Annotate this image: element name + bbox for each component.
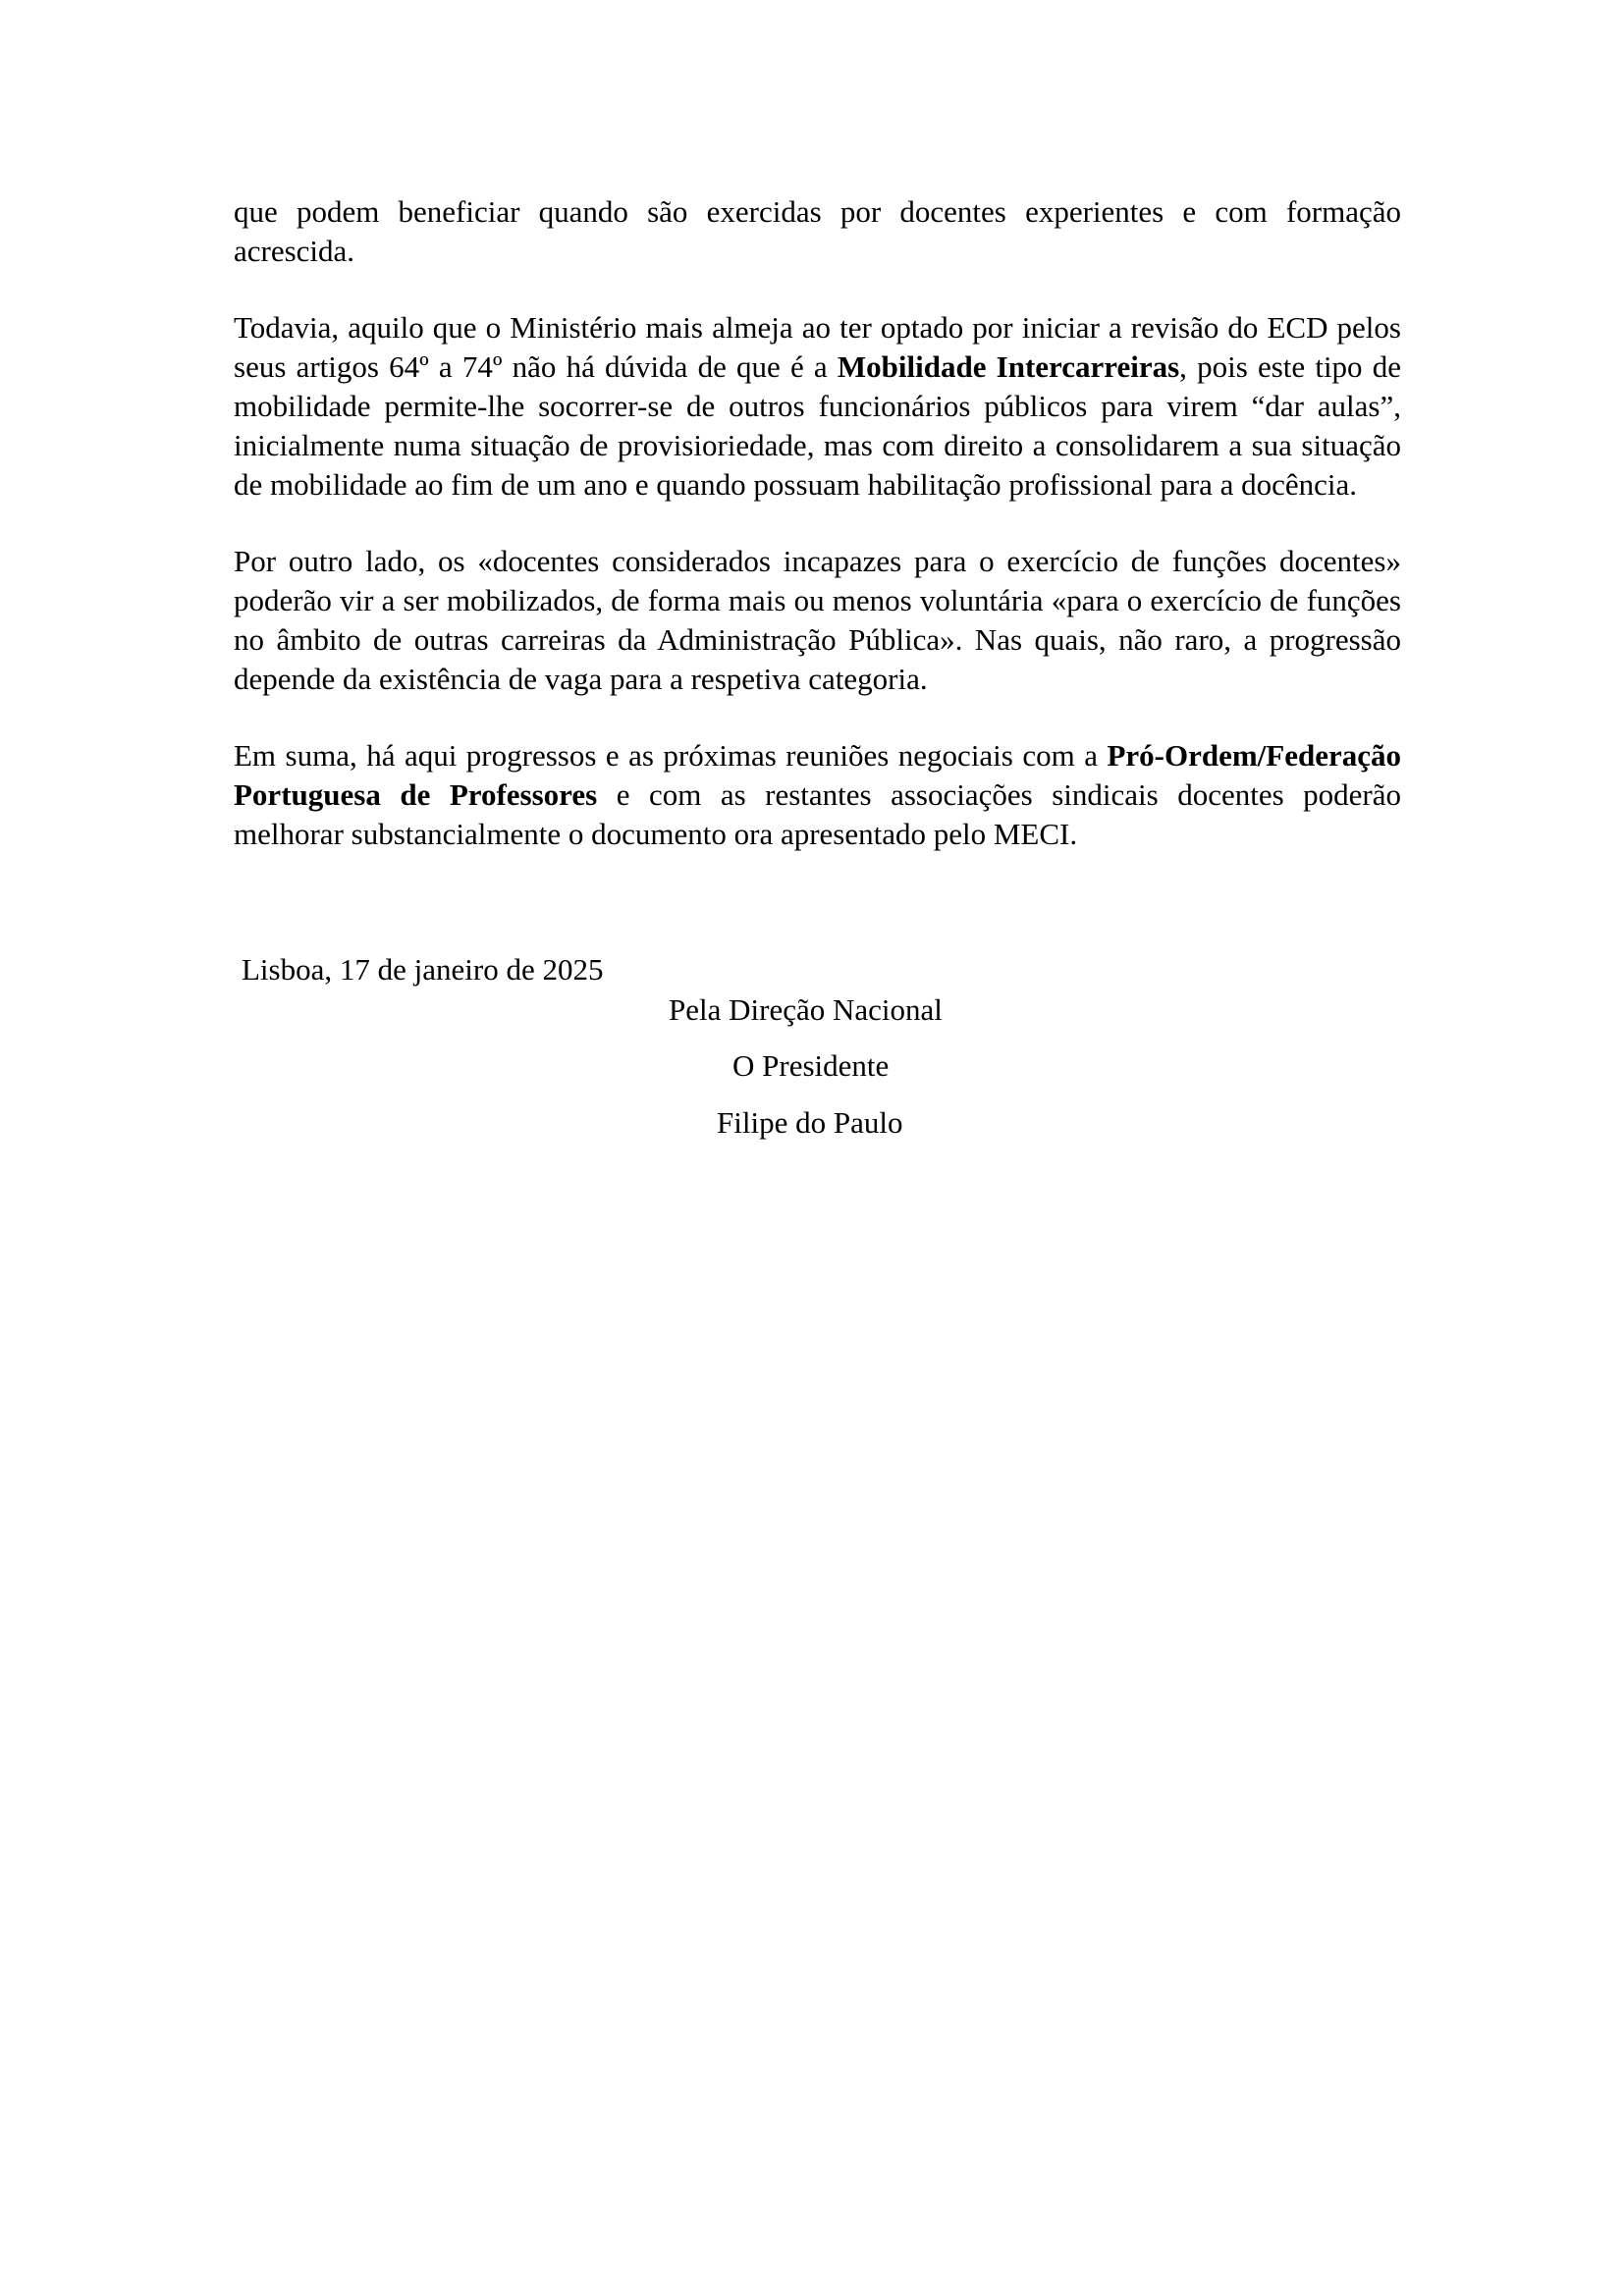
paragraph-4 xyxy=(234,736,1401,854)
paragraph-2 xyxy=(234,308,1401,505)
bold-term-pro-ordem: Pró-Ordem/Federação Portuguesa de Professores xyxy=(234,738,1401,812)
bold-term-mobilidade-intercarreiras: Mobilidade Intercarreiras xyxy=(837,349,1180,384)
paragraph-1 xyxy=(234,192,1401,271)
paragraph-1-text: que podem beneficiar quando são exercidas por docentes experientes e com formação acrescida. xyxy=(234,194,1401,268)
paragraph-4-text-b: e com as restantes associações sindicais docentes poderão melhorar substancialmente o documento ora apresentado pelo MECI. xyxy=(234,777,1401,851)
letter-body xyxy=(234,192,1401,891)
paragraph-4-text-a: Em suma, há aqui progressos e as próximas reuniões negociais com a xyxy=(234,738,1108,773)
date-block xyxy=(242,950,1125,989)
signature-nome: Filipe do Paulo xyxy=(717,1105,903,1140)
paragraph-2-text-a: Todavia, aquilo que o Ministério mais almeja ao ter optado por iniciar a revisão do ECD pelos seus artigos 64º a 74º não há dúvida de que é a xyxy=(234,310,1401,384)
date-line: Lisboa, 17 de janeiro de 2025 xyxy=(242,952,604,987)
paragraph-3-text: Por outro lado, os «docentes considerados incapazes para o exercício de funções docentes» poderão vir a ser mobilizados, de forma mais ou menos voluntária «para o exercício de funções no âmbito de outras carreiras da Administração Pública». Nas quais, não raro, a progressão depende da existência de vaga para a respetiva categoria. xyxy=(234,544,1401,696)
signature-direcao: Pela Direção Nacional xyxy=(669,992,943,1027)
paragraph-2-text-b: , pois este tipo de mobilidade permite-lhe socorrer-se de outros funcionários públicos para virem “dar aulas”, inicialmente numa situação de provisioriedade, mas com direito a consolidarem a sua situação de mobilidade ao fim de um ano e quando possuam habilitação profissional para a docência. xyxy=(234,349,1401,502)
paragraph-3 xyxy=(234,542,1401,699)
signature-cargo: O Presidente xyxy=(732,1048,890,1083)
